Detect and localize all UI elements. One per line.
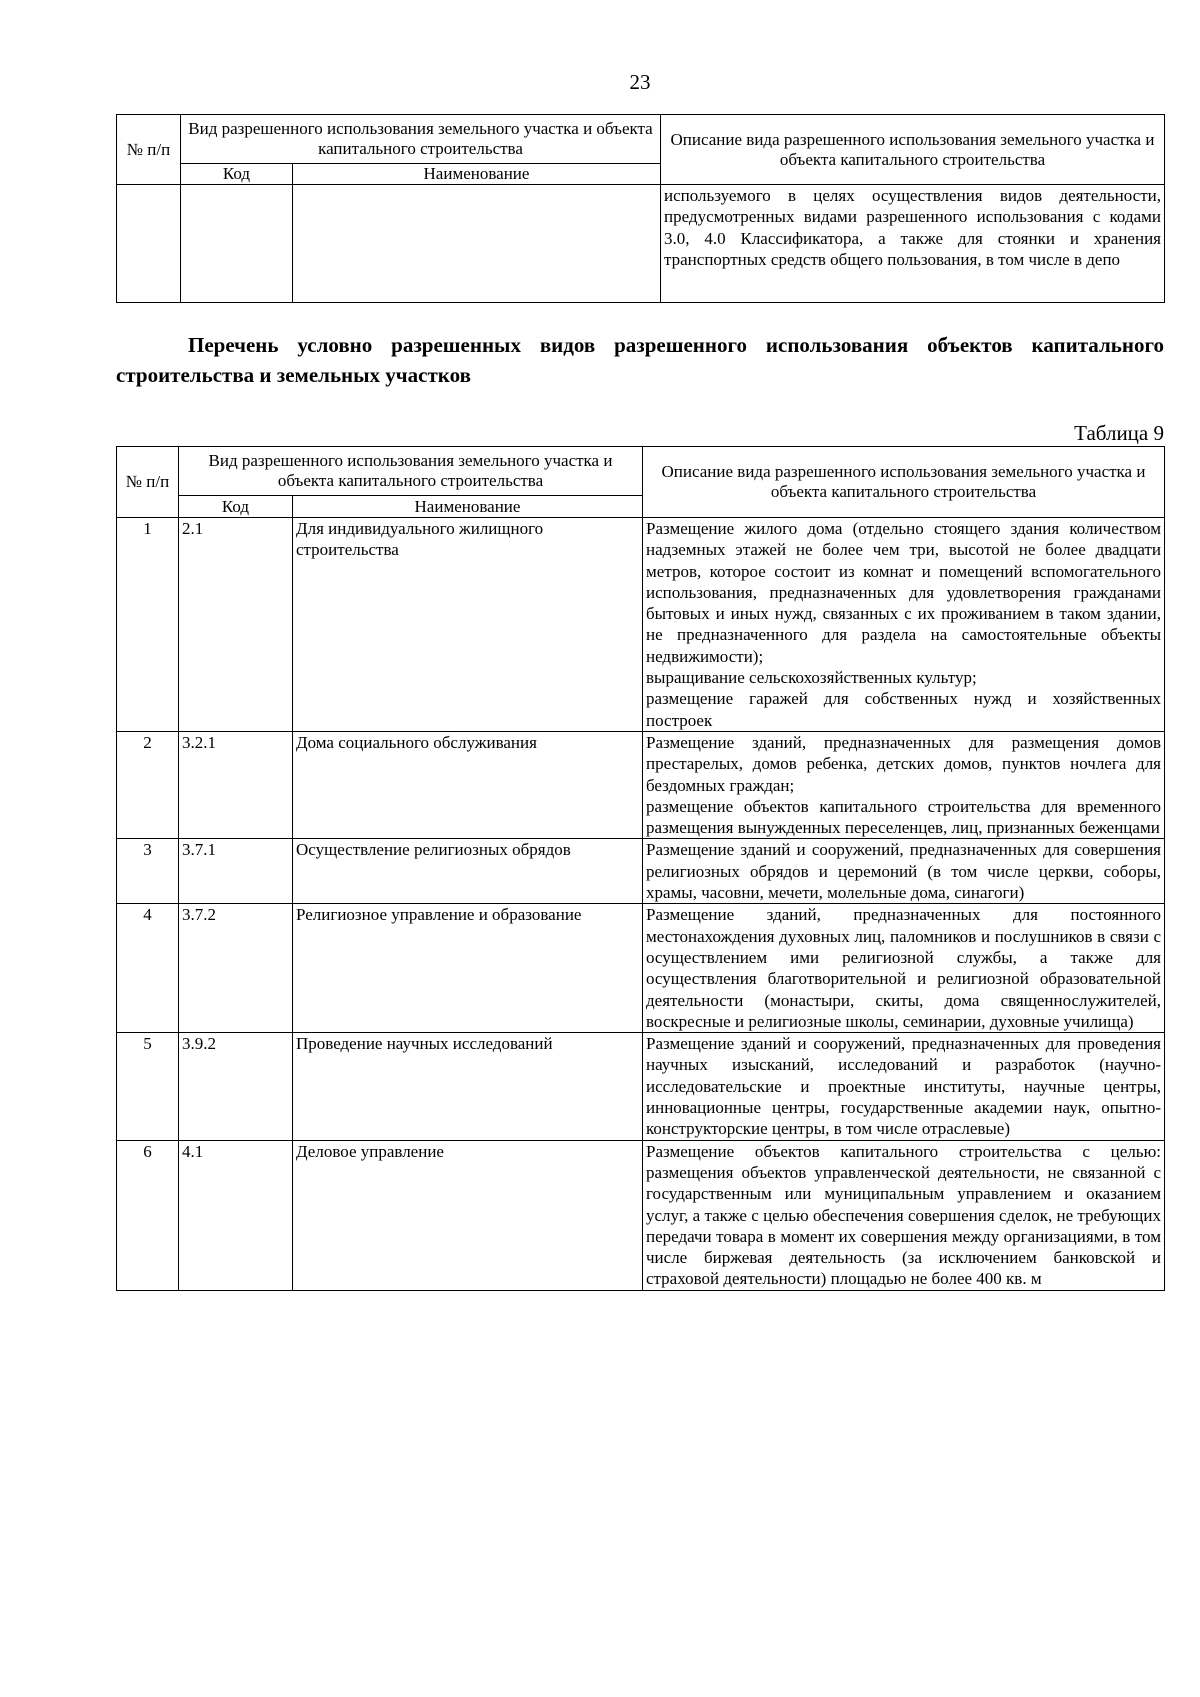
row-description <box>643 518 1165 732</box>
description-line: Размещение зданий, предназначенных для размещения домов престарелых, домов ребенка, детских домов, пунктов ночлега для бездомных граждан; <box>646 732 1161 795</box>
table-row <box>117 904 1165 1033</box>
header-code: Код <box>179 496 293 518</box>
row-code: 3.9.2 <box>179 1033 293 1140</box>
table-row <box>117 518 1165 732</box>
description-line: размещение объектов капитального строительства для временного размещения вынужденных переселенцев, лиц, признанных беженцами <box>646 796 1161 838</box>
continuation-name-cell <box>293 185 661 303</box>
row-name: Религиозное управление и образование <box>293 904 643 1033</box>
row-name: Для индивидуального жилищного строительства <box>293 518 643 732</box>
row-num: 5 <box>117 1033 179 1140</box>
row-description <box>643 839 1165 904</box>
row-name: Осуществление религиозных обрядов <box>293 839 643 904</box>
row-name: Дома социального обслуживания <box>293 731 643 838</box>
table-row <box>117 839 1165 904</box>
row-num: 4 <box>117 904 179 1033</box>
table-row <box>117 731 1165 838</box>
row-code: 2.1 <box>179 518 293 732</box>
continuation-code-cell <box>181 185 293 303</box>
description-line: Размещение зданий и сооружений, предназначенных для проведения научных изысканий, исследований и разработок (научно-исследовательские и проектные институты, научные центры, инновационные центры, государственные академии наук, опытно-конструкторские центры, в том числе отраслевые) <box>646 1034 1161 1139</box>
row-code: 3.7.2 <box>179 904 293 1033</box>
row-name: Проведение научных исследований <box>293 1033 643 1140</box>
table-row <box>117 1033 1165 1140</box>
header-description: Описание вида разрешенного использования земельного участка и объекта капитального строительства <box>643 447 1165 518</box>
description-line: выращивание сельскохозяйственных культур; <box>646 668 977 688</box>
row-num: 3 <box>117 839 179 904</box>
page-number: 23 <box>629 70 651 94</box>
row-code: 3.2.1 <box>179 731 293 838</box>
row-description <box>643 731 1165 838</box>
continuation-num-cell <box>117 185 181 303</box>
header-name: Наименование <box>293 164 661 185</box>
continuation-table <box>116 114 1165 303</box>
description-line: Размещение зданий, предназначенных для постоянного местонахождения духовных лиц, паломников и послушников в связи с осуществлением ими религиозной службы, а также для осуществления благотворительной и религиозной образовательной деятельности (монастыри, скиты, дома священнослужителей, воскресные и религиозные школы, семинарии, духовные училища) <box>646 905 1161 1031</box>
header-name: Наименование <box>293 496 643 518</box>
row-code: 4.1 <box>179 1140 293 1290</box>
row-name: Деловое управление <box>293 1140 643 1290</box>
row-num: 2 <box>117 731 179 838</box>
header-vid-group: Вид разрешенного использования земельного участка и объекта капитального строительства <box>179 447 643 496</box>
row-description <box>643 904 1165 1033</box>
row-description <box>643 1033 1165 1140</box>
row-description <box>643 1140 1165 1290</box>
header-num: № п/п <box>117 447 179 518</box>
table-9 <box>116 446 1165 1291</box>
description-line: Размещение жилого дома (отдельно стоящего здания количеством надземных этажей не более чем три, высотой не более двадцати метров, которое состоит из комнат и помещений вспомогательного использования, предназначенных для удовлетворения гражданами бытовых и иных нужд, связанных с их проживанием в таком здании, не предназначенного для раздела на самостоятельные объекты недвижимости); <box>646 519 1161 666</box>
header-num: № п/п <box>117 115 181 185</box>
row-code: 3.7.1 <box>179 839 293 904</box>
row-num: 6 <box>117 1140 179 1290</box>
header-code: Код <box>181 164 293 185</box>
header-vid-group: Вид разрешенного использования земельного участка и объекта капитального строительства <box>181 115 661 164</box>
continuation-description: используемого в целях осуществления видов деятельности, предусмотренных видами разрешенного использования с кодами 3.0, 4.0 Классификатора, а также для стоянки и хранения транспортных средств общего пользования, в том числе в депо <box>661 185 1165 303</box>
section-title: Перечень условно разрешенных видов разрешенного использования объектов капитального строительства и земельных участков <box>116 333 1164 387</box>
description-line: Размещение зданий и сооружений, предназначенных для совершения религиозных обрядов и церемоний (в том числе церкви, соборы, храмы, часовни, мечети, молельные дома, синагоги) <box>646 840 1161 903</box>
header-description: Описание вида разрешенного использования земельного участка и объекта капитального строительства <box>661 115 1165 185</box>
table-row <box>117 1140 1165 1290</box>
description-line: Размещение объектов капитального строительства с целью: размещения объектов управленческой деятельности, не связанной с государственным или муниципальным управлением и оказанием услуг, а также с целью обеспечения совершения сделок, не требующих передачи товара в момент их совершения между организациями, в том числе биржевая деятельность (за исключением банковской и страховой деятельности) площадью не более 400 кв. м <box>646 1141 1161 1289</box>
table-caption: Таблица 9 <box>1074 421 1164 445</box>
description-line: размещение гаражей для собственных нужд и хозяйственных построек <box>646 689 1161 730</box>
row-num: 1 <box>117 518 179 732</box>
